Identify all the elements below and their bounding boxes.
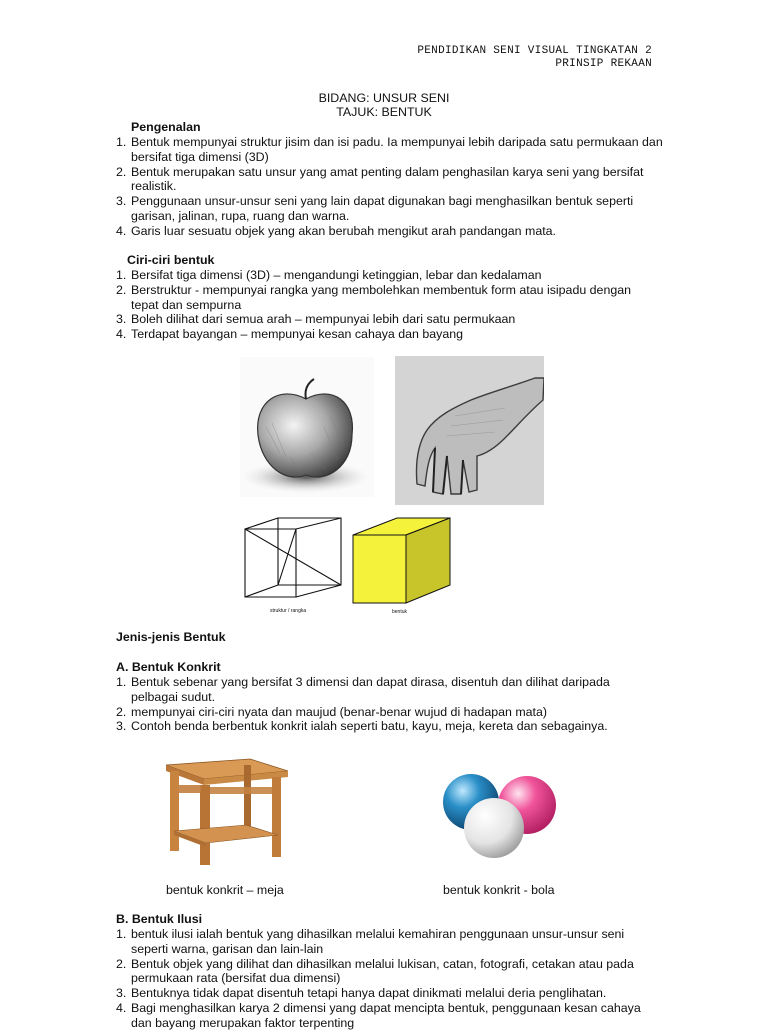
list-item: [116, 1001, 646, 1031]
list-item: [116, 327, 661, 342]
item-text: Berstruktur - mempunyai rangka yang membolehkan membentuk form atau isipadu dengan tepat dan sempurna: [131, 282, 632, 312]
item-text: Penggunaan unsur-unsur seni yang lain dapat digunakan bagi menghasilkan bentuk seperti garisan, jalinan, rupa, ruang dan warna.: [131, 194, 634, 223]
list-item: [116, 224, 676, 239]
heading-pengenalan: Pengenalan: [131, 120, 201, 134]
caption-meja: bentuk konkrit – meja: [166, 883, 284, 897]
item-number: 2.: [116, 164, 127, 179]
item-number: 2.: [116, 282, 127, 297]
item-number: 1.: [116, 268, 127, 282]
list-item: [116, 719, 646, 734]
item-number: 3.: [116, 194, 127, 209]
item-number: 1.: [116, 675, 127, 689]
item-text: Bentuk mempunyai struktur jisim dan isi padu. Ia mempunyai lebih daripada satu permukaan dan bersifat tiga dimensi (3D): [131, 135, 663, 164]
item-text: Garis luar sesuatu objek yang akan berubah mengikut arah pandangan mata.: [131, 223, 557, 238]
item-number: 3.: [116, 986, 127, 1001]
apple-sketch-image: [240, 357, 374, 497]
heading-bentuk-ilusi: B. Bentuk Ilusi: [116, 912, 203, 926]
item-number: 3.: [116, 719, 127, 734]
item-number: 3.: [116, 312, 127, 327]
item-text: Bentuk objek yang dilihat dan dihasilkan melalui lukisan, catan, fotografi, cetakan atau pada permukaan rata (bersifat dua dimensi): [131, 956, 634, 986]
heading-bentuk-konkrit: A. Bentuk Konkrit: [116, 660, 221, 674]
item-text: Contoh benda berbentuk konkrit ialah seperti batu, kayu, meja, kereta dan sebagainya.: [131, 719, 608, 734]
hand-sketch-image: [395, 356, 544, 505]
item-text: Bentuk merupakan satu unsur yang amat penting dalam penghasilan karya seni yang bersifat realistik.: [131, 164, 644, 194]
list-item: [116, 194, 676, 224]
item-text: Bagi menghasilkan karya 2 dimensi yang dapat mencipta bentuk, penggunaan kesan cahaya dan bayang merupakan faktor terpenting: [131, 1000, 641, 1030]
bentuk-caption: bentuk: [392, 609, 408, 615]
title-bidang: BIDANG: UNSUR SENI: [318, 91, 450, 105]
list-item: [116, 957, 646, 987]
header-subject: PENDIDIKAN SENI VISUAL TINGKATAN 2: [417, 45, 652, 57]
item-number: 2.: [116, 704, 127, 719]
list-item: [116, 135, 676, 165]
list-item: [116, 705, 646, 720]
header-topic: PRINSIP REKAAN: [555, 58, 652, 70]
item-number: 4.: [116, 1000, 127, 1015]
item-number: 1.: [116, 135, 127, 149]
ilusi-list: [116, 927, 646, 1031]
struktur-caption: struktur / rangka: [270, 608, 307, 614]
heading-ciri-ciri: Ciri-ciri bentuk: [127, 253, 215, 267]
list-item: [116, 165, 676, 195]
item-text: Boleh dilihat dari semua arah – mempunyai lebih dari satu permukaan: [131, 312, 516, 327]
solid-cube-figure: [350, 515, 452, 607]
item-text: Bentuk sebenar yang bersifat 3 dimensi dan dapat dirasa, disentuh dan dilihat daripada pelbagai sudut.: [131, 675, 610, 704]
item-text: Bersifat tiga dimensi (3D) – mengandungi ketinggian, lebar dan kedalaman: [131, 268, 542, 282]
wireframe-cube-figure: [240, 515, 346, 615]
item-number: 1.: [116, 927, 127, 941]
konkrit-list: [116, 675, 646, 734]
list-item: [116, 268, 661, 283]
caption-bola: bentuk konkrit - bola: [443, 883, 555, 897]
item-text: Terdapat bayangan – mempunyai kesan cahaya dan bayang: [131, 327, 464, 342]
item-number: 2.: [116, 956, 127, 971]
item-text: Bentuknya tidak dapat disentuh tetapi hanya dapat dinikmati melalui deria penglihatan.: [131, 986, 607, 1001]
item-text: bentuk ilusi ialah bentuk yang dihasilkan melalui kemahiran penggunaan unsur-unsur seni seperti warna, garisan dan lain-lain: [131, 927, 625, 956]
list-item: [116, 283, 661, 313]
list-item: [116, 927, 646, 957]
cube-front-face: [353, 535, 406, 603]
item-number: 4.: [116, 327, 127, 342]
wooden-table-image: [160, 755, 292, 867]
list-item: [116, 312, 661, 327]
item-number: 4.: [116, 223, 127, 238]
list-item: [116, 675, 646, 705]
pengenalan-list: [116, 135, 676, 239]
document-header: [417, 45, 652, 71]
exercise-balls-image: [438, 772, 562, 860]
heading-jenis-jenis: Jenis-jenis Bentuk: [116, 630, 226, 644]
ciri-list: [116, 268, 661, 342]
list-item: [116, 986, 646, 1001]
item-text: mempunyai ciri-ciri nyata dan maujud (benar-benar wujud di hadapan mata): [131, 704, 547, 719]
title-tajuk: TAJUK: BENTUK: [336, 105, 432, 119]
